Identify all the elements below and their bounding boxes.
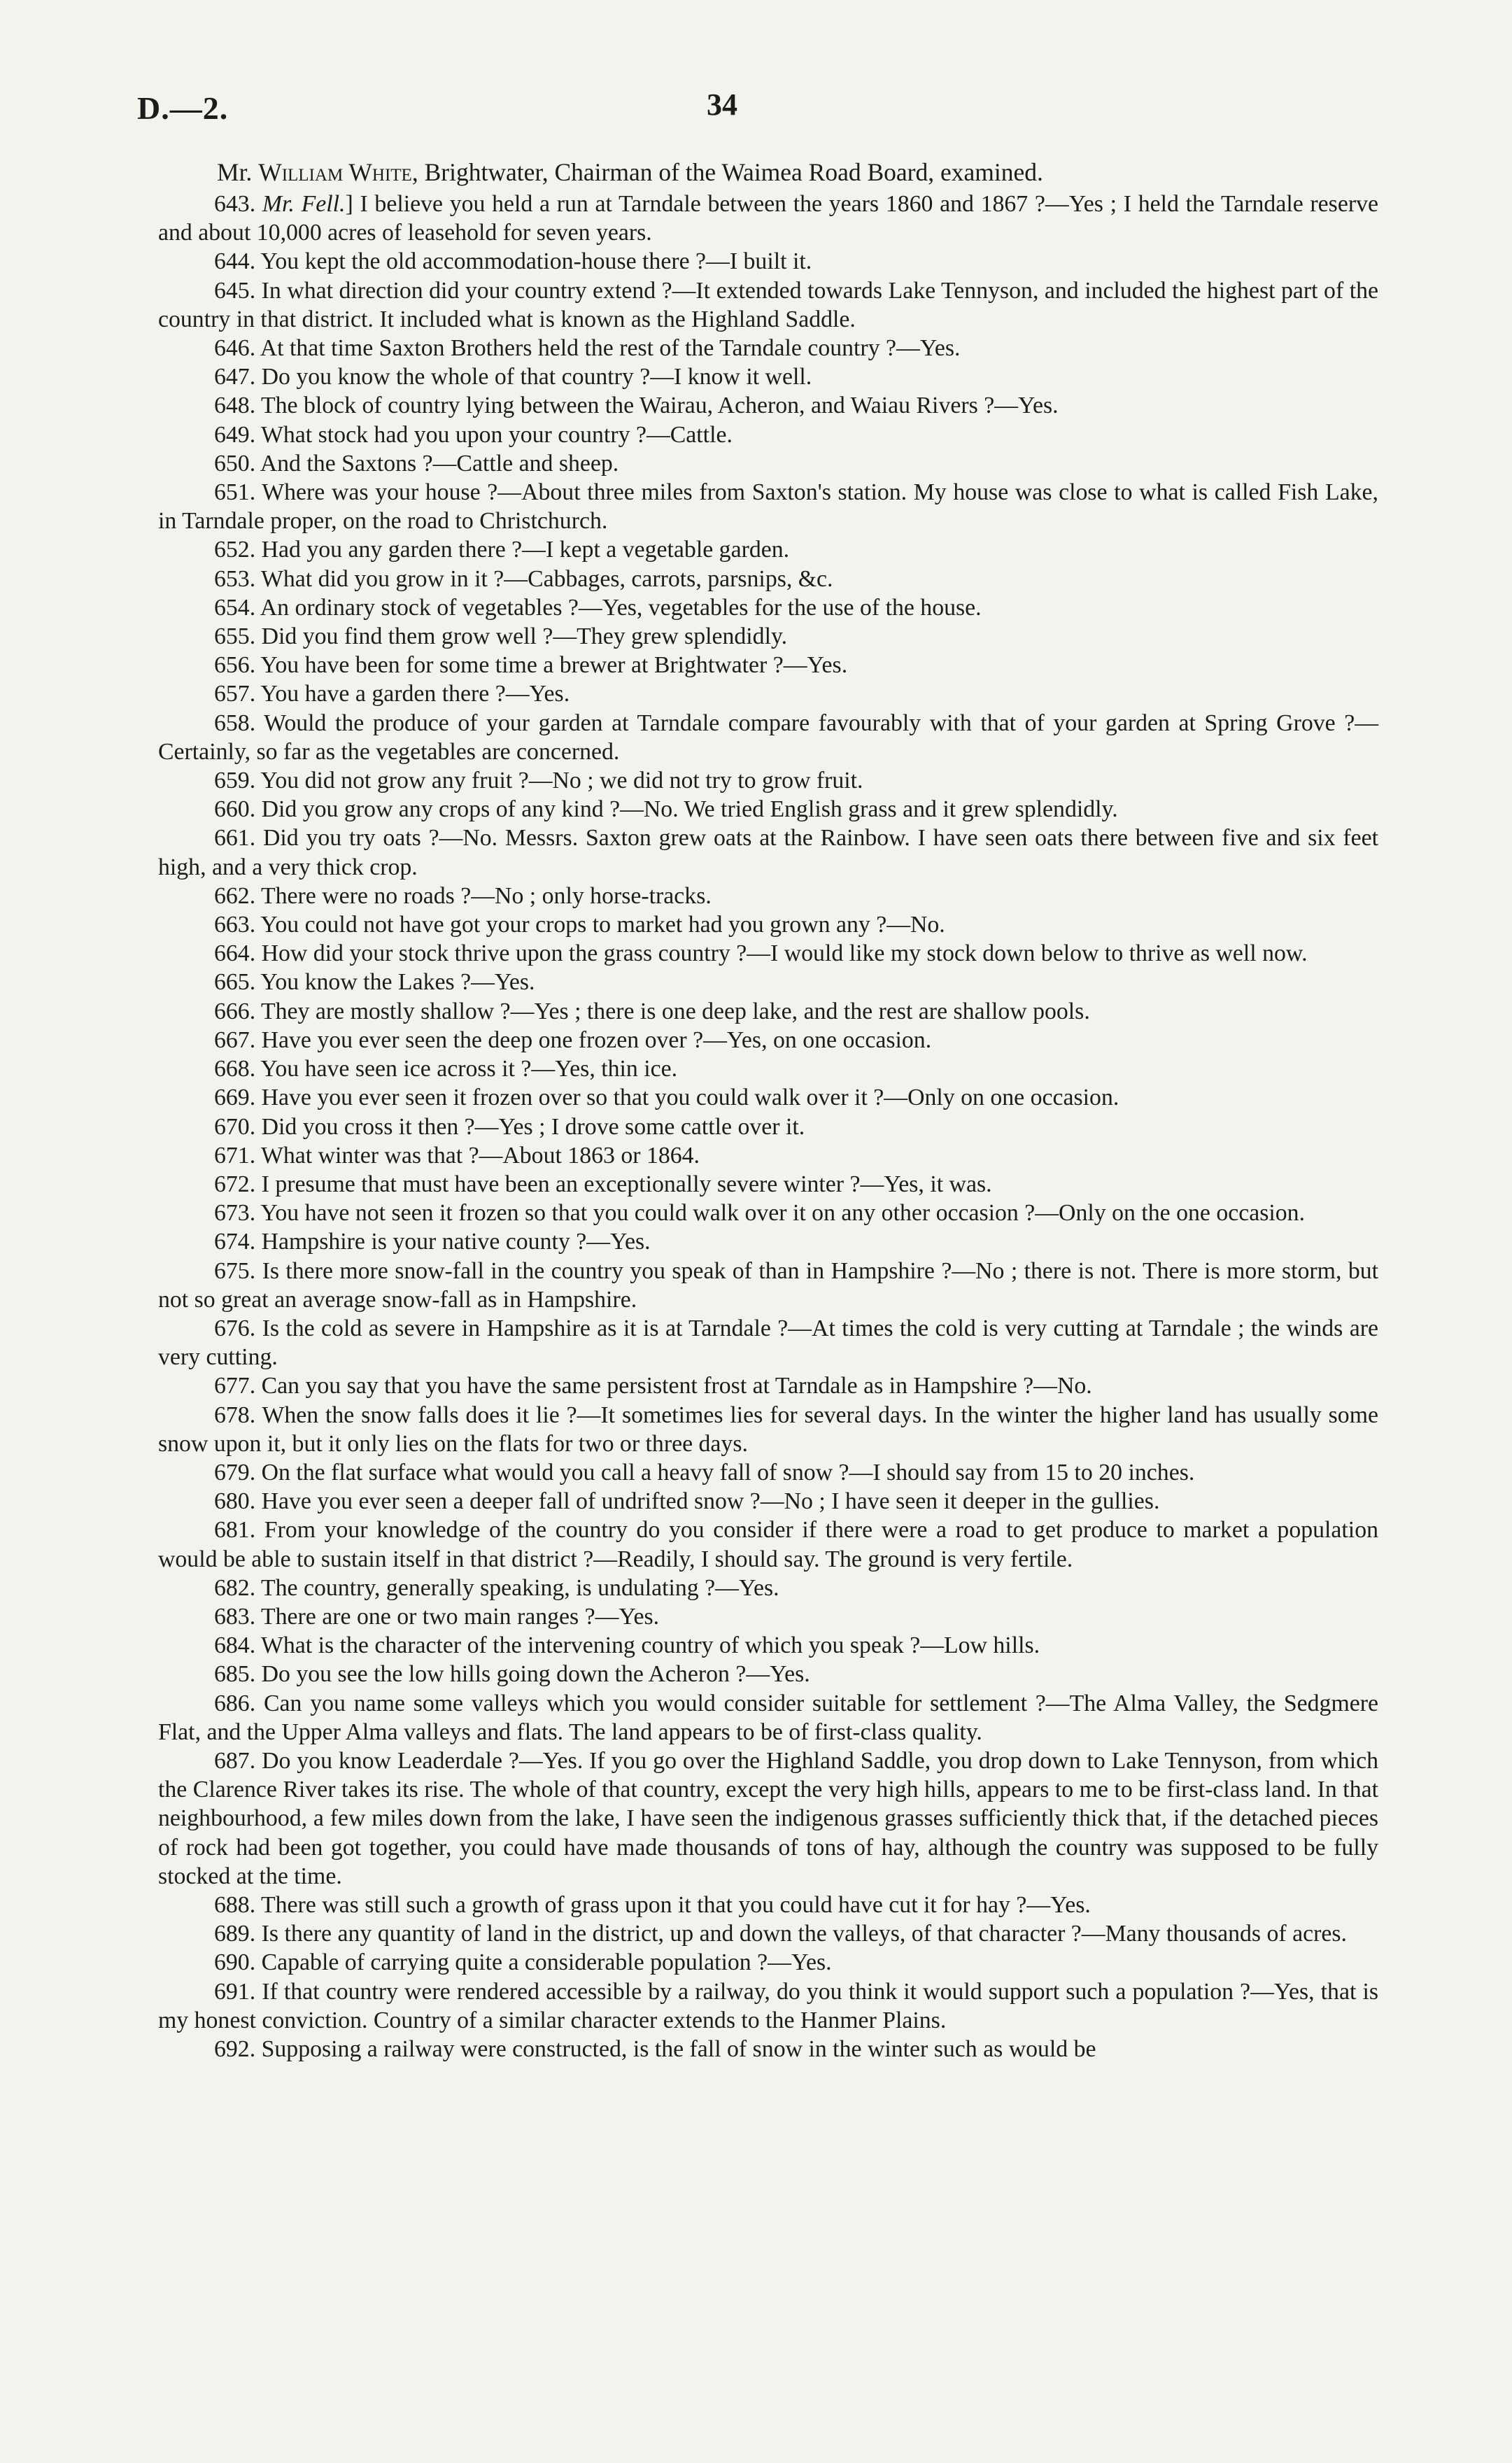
question-number: 667. [214, 1026, 256, 1053]
question-answer-text: Is there more snow-fall in the country you speak of than in Hampshire ?—No ; there is not. There is more storm, but not so great an average snow-fall as in Hampshire. [158, 1257, 1379, 1313]
evidence-entry [158, 1170, 1378, 1199]
evidence-entry [158, 478, 1378, 535]
question-answer-text: When the snow falls does it lie ?—It sometimes lies for several days. In the winter the higher land has usually some snow upon it, but it only lies on the flats for two or three days. [158, 1402, 1378, 1457]
question-answer-text: Did you grow any crops of any kind ?—No. We tried English grass and it grew splendidly. [261, 796, 1118, 823]
question-answer-text: Capable of carrying quite a considerable population ?—Yes. [261, 1949, 832, 1976]
question-answer-text: If that country were rendered accessible by a railway, do you think it would support such a population ?—Yes, that is my honest conviction. Country of a similar character extends to the Hanmer Plains. [158, 1978, 1379, 2033]
evidence-entry [158, 1113, 1378, 1141]
evidence-entry [158, 1054, 1378, 1083]
question-number: 688. [214, 1891, 256, 1918]
evidence-entry [158, 1574, 1378, 1602]
question-number: 660. [214, 796, 256, 823]
question-number: 686. [214, 1690, 256, 1716]
evidence-entry [158, 1257, 1378, 1314]
question-number: 658. [214, 710, 256, 736]
question-answer-text: What winter was that ?—About 1863 or 1864. [261, 1142, 700, 1169]
question-number: 670. [214, 1113, 256, 1140]
question-answer-text: Supposing a railway were constructed, is the fall of snow in the winter such as would be [261, 2036, 1096, 2062]
question-number: 645. [214, 277, 256, 304]
question-number: 646. [214, 335, 256, 362]
evidence-entry [158, 766, 1378, 795]
question-answer-text: ] I believe you held a run at Tarndale between the years 1860 and 1867 ?—Yes ; I held the Tarndale reserve and about 10,000 acres of leasehold for seven years. [158, 191, 1378, 246]
paper-reference: D.—2. [137, 90, 229, 126]
witness-name: William White [258, 158, 412, 186]
question-answer-text: Did you cross it then ?—Yes ; I drove some cattle over it. [261, 1113, 805, 1140]
question-answer-text: The block of country lying between the Wairau, Acheron, and Waiau Rivers ?—Yes. [261, 393, 1059, 419]
evidence-entry [158, 1314, 1378, 1371]
evidence-entry [158, 1516, 1378, 1573]
question-number: 690. [214, 1949, 256, 1976]
question-answer-text: You have a garden there ?—Yes. [260, 681, 570, 707]
question-answer-text: Have you ever seen the deep one frozen over ?—Yes, on one occasion. [261, 1026, 932, 1053]
evidence-entry [158, 824, 1378, 881]
evidence-entry [158, 1660, 1378, 1688]
evidence-entry [158, 247, 1378, 276]
evidence-entry [158, 622, 1378, 651]
question-answer-text: Is the cold as severe in Hampshire as it is at Tarndale ?—At times the cold is very cutting at Tarndale ; the winds are very cutting. [158, 1315, 1378, 1371]
evidence-entry [158, 1948, 1378, 1977]
evidence-entry [158, 1227, 1378, 1256]
evidence-entry [158, 421, 1378, 449]
question-number: 651. [214, 479, 256, 506]
examiner-name: Mr. Fell. [262, 191, 346, 217]
question-number: 655. [214, 623, 256, 650]
question-answer-text: Would the produce of your garden at Tarndale compare favourably with that of your garden at Spring Grove ?—Certainly, so far as the vegetables are concerned. [158, 710, 1378, 765]
question-answer-text: You have been for some time a brewer at Brightwater ?—Yes. [260, 652, 848, 679]
evidence-entry [158, 449, 1378, 478]
question-answer-text: An ordinary stock of vegetables ?—Yes, vegetables for the use of the house. [260, 594, 982, 621]
question-answer-text: Hampshire is your native county ?—Yes. [261, 1229, 651, 1255]
question-answer-text: What did you grow in it ?—Cabbages, carrots, parsnips, &c. [261, 565, 833, 592]
question-number: 661. [214, 825, 256, 852]
question-number: 687. [214, 1747, 256, 1774]
question-answer-text: Have you ever seen it frozen over so that you could walk over it ?—Only on one occasion. [261, 1085, 1119, 1111]
evidence-entry [158, 651, 1378, 679]
evidence-entry [158, 1977, 1378, 2035]
question-answer-text: There were no roads ?—No ; only horse-tracks. [261, 882, 712, 909]
question-answer-text: Did you try oats ?—No. Messrs. Saxton grew oats at the Rainbow. I have seen oats there between five and six feet high, and a very thick crop. [158, 825, 1378, 880]
evidence-entry [158, 334, 1378, 362]
evidence-entry [158, 1401, 1378, 1458]
evidence-entry [158, 1891, 1378, 1919]
evidence-entry [158, 910, 1378, 939]
question-number: 664. [214, 940, 256, 967]
evidence-entry [158, 1026, 1378, 1054]
question-number: 647. [214, 364, 256, 390]
question-number: 674. [214, 1229, 256, 1255]
question-number: 679. [214, 1459, 256, 1485]
question-number: 659. [214, 768, 256, 794]
question-answer-text: And the Saxtons ?—Cattle and sheep. [260, 450, 619, 477]
evidence-entry [158, 1746, 1378, 1891]
question-answer-text: There was still such a growth of grass upon it that you could have cut it for hay ?—Yes. [261, 1891, 1091, 1918]
question-answer-text: Do you know Leaderdale ?—Yes. If you go over the Highland Saddle, you drop down to Lake Tennyson, from which the Clarence River takes its rise. The whole of that country, except the very high hills, appears to me to be first-class land. In that neighbourhood, a few miles down from the lake, I have seen the indigenous grasses sufficiently thick that, if the detached pieces of rock had been got together, you could have made thousands of tons of hay, although the country was supposed to be fully stocked at the time. [158, 1747, 1378, 1889]
question-number: 663. [214, 912, 256, 938]
question-answer-text: Can you name some valleys which you would consider suitable for settlement ?—The Alma Valley, the Sedgmere Flat, and the Upper Alma valleys and flats. The land appears to be of first-class quality. [158, 1690, 1378, 1745]
question-number: 681. [214, 1517, 256, 1544]
evidence-entry [158, 795, 1378, 824]
question-answer-text: Is there any quantity of land in the district, up and down the valleys, of that character ?—Many thousands of acres. [261, 1921, 1347, 1947]
question-number: 691. [214, 1978, 256, 2005]
document-body [158, 158, 1378, 2063]
evidence-entry [158, 1689, 1378, 1746]
question-number: 652. [214, 537, 256, 563]
question-answer-text: You have seen ice across it ?—Yes, thin ice. [260, 1056, 678, 1082]
evidence-entry [158, 968, 1378, 996]
question-number: 648. [214, 393, 256, 419]
evidence-entry [158, 2035, 1378, 2063]
question-answer-text: What stock had you upon your country ?—Cattle. [261, 421, 733, 448]
question-number: 678. [214, 1402, 256, 1428]
evidence-entry [158, 535, 1378, 564]
question-answer-text: Have you ever seen a deeper fall of undrifted snow ?—No ; I have seen it deeper in the gullies. [261, 1488, 1160, 1515]
question-number: 672. [214, 1171, 256, 1197]
evidence-entry [158, 593, 1378, 622]
question-answer-text: Had you any garden there ?—I kept a vegetable garden. [261, 537, 790, 563]
evidence-entry [158, 1631, 1378, 1660]
question-number: 656. [214, 652, 256, 679]
question-number: 673. [214, 1200, 256, 1227]
evidence-entry [158, 882, 1378, 910]
question-answer-text: Where was your house ?—About three miles from Saxton's station. My house was close to what is called Fish Lake, in Tarndale proper, on the road to Christchurch. [158, 479, 1378, 535]
question-answer-text: They are mostly shallow ?—Yes ; there is one deep lake, and the rest are shallow pools. [261, 998, 1090, 1024]
evidence-entry [158, 1919, 1378, 1948]
question-answer-text: From your knowledge of the country do you consider if there were a road to get produce to market a population would be able to sustain itself in that district ?—Readily, I should say. The ground is very fertile. [158, 1517, 1378, 1572]
question-answer-text: Do you know the whole of that country ?—I know it well. [261, 364, 812, 390]
question-number: 675. [214, 1257, 256, 1284]
evidence-entry [158, 362, 1378, 391]
evidence-entry [158, 997, 1378, 1026]
question-number: 689. [214, 1921, 256, 1947]
question-answer-text: You kept the old accommodation-house there ?—I built it. [260, 248, 812, 275]
question-answer-text: Can you say that you have the same persistent frost at Tarndale as in Hampshire ?—No. [261, 1373, 1092, 1399]
question-number: 649. [214, 421, 256, 448]
question-answer-text: On the flat surface what would you call a heavy fall of snow ?—I should say from 15 to 20 inches. [261, 1459, 1195, 1485]
evidence-entry [158, 1141, 1378, 1170]
question-number: 671. [214, 1142, 256, 1169]
evidence-entry [158, 1458, 1378, 1487]
question-answer-text: You did not grow any fruit ?—No ; we did not try to grow fruit. [260, 768, 863, 794]
question-number: 684. [214, 1632, 256, 1659]
question-number: 676. [214, 1315, 256, 1341]
question-number: 692. [214, 2036, 256, 2062]
question-answer-text: You have not seen it frozen so that you could walk over it on any other occasion ?—Only on the one occasion. [260, 1200, 1306, 1227]
question-answer-text: At that time Saxton Brothers held the rest of the Tarndale country ?—Yes. [260, 335, 961, 362]
question-answer-text: There are one or two main ranges ?—Yes. [261, 1603, 660, 1630]
evidence-entry [158, 276, 1378, 334]
question-answer-text: Did you find them grow well ?—They grew splendidly. [261, 623, 788, 650]
question-answer-text: The country, generally speaking, is undulating ?—Yes. [261, 1574, 779, 1601]
question-number: 685. [214, 1661, 256, 1688]
question-number: 669. [214, 1085, 256, 1111]
question-answer-text: Do you see the low hills going down the Acheron ?—Yes. [261, 1661, 810, 1688]
question-number: 683. [214, 1603, 256, 1630]
evidence-entry [158, 391, 1378, 420]
question-number: 653. [214, 565, 256, 592]
question-number: 657. [214, 681, 256, 707]
question-number: 665. [214, 969, 256, 996]
question-number: 668. [214, 1056, 256, 1082]
question-number: 644. [214, 248, 256, 275]
question-number: 682. [214, 1574, 256, 1601]
question-answer-text: How did your stock thrive upon the grass country ?—I would like my stock down below to thrive as well now. [261, 940, 1308, 967]
witness-heading [158, 158, 1378, 187]
question-answer-text: I presume that must have been an exceptionally severe winter ?—Yes, it was. [261, 1171, 992, 1197]
question-answer-text: You know the Lakes ?—Yes. [260, 969, 535, 996]
evidence-entry [158, 679, 1378, 708]
evidence-entry [158, 190, 1378, 247]
question-number: 643. [214, 191, 256, 217]
evidence-entry [158, 1602, 1378, 1631]
evidence-list [158, 190, 1378, 2063]
question-number: 654. [214, 594, 256, 621]
question-number: 677. [214, 1373, 256, 1399]
question-answer-text: You could not have got your crops to market had you grown any ?—No. [260, 912, 945, 938]
evidence-entry [158, 1083, 1378, 1112]
question-number: 650. [214, 450, 256, 477]
evidence-entry [158, 1371, 1378, 1400]
evidence-entry [158, 939, 1378, 968]
evidence-entry [158, 1487, 1378, 1516]
question-answer-text: In what direction did your country extend ?—It extended towards Lake Tennyson, and included the highest part of the country in that district. It included what is known as the Highland Saddle. [158, 277, 1378, 332]
page-number: 34 [707, 87, 737, 122]
question-number: 662. [214, 882, 256, 909]
question-number: 666. [214, 998, 256, 1024]
witness-description: , Brightwater, Chairman of the Waimea Road Board, examined. [411, 158, 1043, 186]
evidence-entry [158, 709, 1378, 766]
question-number: 680. [214, 1488, 256, 1515]
evidence-entry [158, 565, 1378, 593]
witness-prefix: Mr. [217, 158, 259, 186]
evidence-entry [158, 1199, 1378, 1227]
question-answer-text: What is the character of the intervening country of which you speak ?—Low hills. [261, 1632, 1040, 1659]
